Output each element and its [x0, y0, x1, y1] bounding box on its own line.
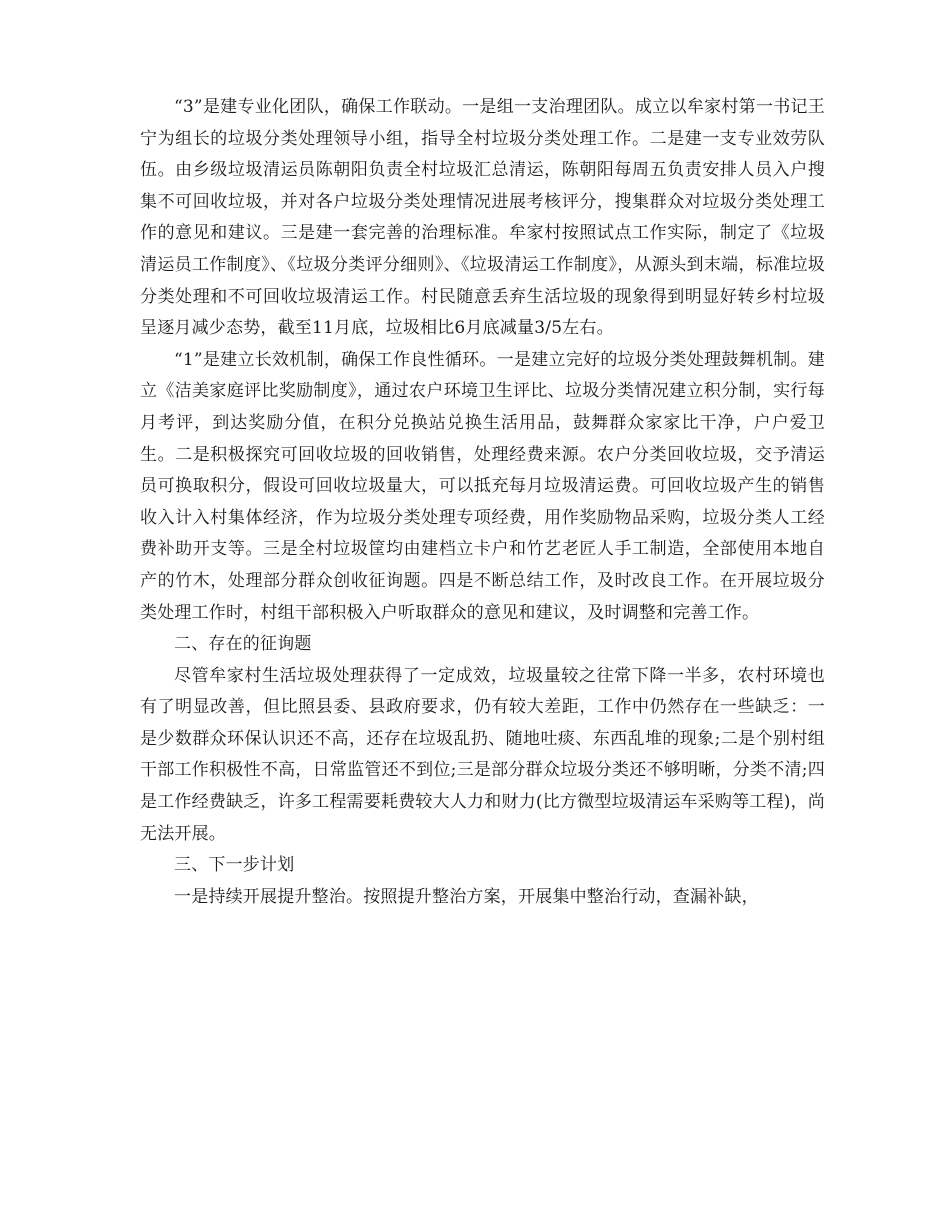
paragraph-problems: 尽管牟家村生活垃圾处理获得了一定成效，垃圾量较之往常下降一半多，农村环境也有了明显改善，但比照县委、县政府要求，仍有较大差距，工作中仍然存在一些缺乏：一是少数群众环保认识还不高，还存在垃圾乱扔、随地吐痰、东西乱堆的现象;二是个别村组干部工作积极性不高，日常监管还不到位;三是部分群众垃圾分类还不够明晰，分类不清;四是工作经费缺乏，许多工程需要耗费较大人力和财力(比方微型垃圾清运车采购等工程)，尚无法开展。	[140, 665, 825, 844]
section-heading-next-plan: 三、下一步计划	[174, 855, 295, 876]
paragraph-team-building: “3”是建专业化团队，确保工作联动。一是组一支治理团队。成立以牟家村第一书记王宁为组长的垃圾分类处理领导小组，指导全村垃圾分类处理工作。二是建一支专业效劳队伍。由乡级垃圾清运员陈朝阳负责全村垃圾汇总清运，陈朝阳每周五负责安排人员入户搜集不可回收垃圾，并对各户垃圾分类处理情况进展考核评分，搜集群众对垃圾分类处理工作的意见和建议。三是建一套完善的治理标准。牟家村按照试点工作实际，制定了《垃圾清运员工作制度》、《垃圾分类评分细则》、《垃圾清运工作制度》，从源头到末端，标准垃圾分类处理和不可回收垃圾清运工作。村民随意丢弃生活垃圾的现象得到明显好转乡村垃圾呈逐月减少态势，截至11月底，垃圾相比6月底减量3/5左右。	[140, 97, 825, 339]
paragraph-long-term-mechanism: “1”是建立长效机制，确保工作良性循环。一是建立完好的垃圾分类处理鼓舞机制。建立《洁美家庭评比奖励制度》，通过农户环境卫生评比、垃圾分类情况建立积分制，实行每月考评，到达奖励分值，在积分兑换站兑换生活用品，鼓舞群众家家比干净，户户爱卫生。二是积极探究可回收垃圾的回收销售，处理经费来源。农户分类回收垃圾，交予清运员可换取积分，假设可回收垃圾量大，可以抵充每月垃圾清运费。可回收垃圾产生的销售收入计入村集体经济，作为垃圾分类处理专项经费，用作奖励物品采购，垃圾分类人工经费补助开支等。三是全村垃圾筐均由建档立卡户和竹艺老匠人手工制造，全部使用本地自产的竹木，处理部分群众创收征询题。四是不断总结工作，及时改良工作。在开展垃圾分类处理工作时，村组干部积极入户听取群众的意见和建议，及时调整和完善工作。	[140, 349, 825, 623]
document-body	[140, 92, 825, 913]
paragraph-next-plan: 一是持续开展提升整治。按照提升整治方案，开展集中整治行动，查漏补缺，	[174, 886, 759, 907]
section-heading-problems: 二、存在的征询题	[174, 634, 312, 655]
